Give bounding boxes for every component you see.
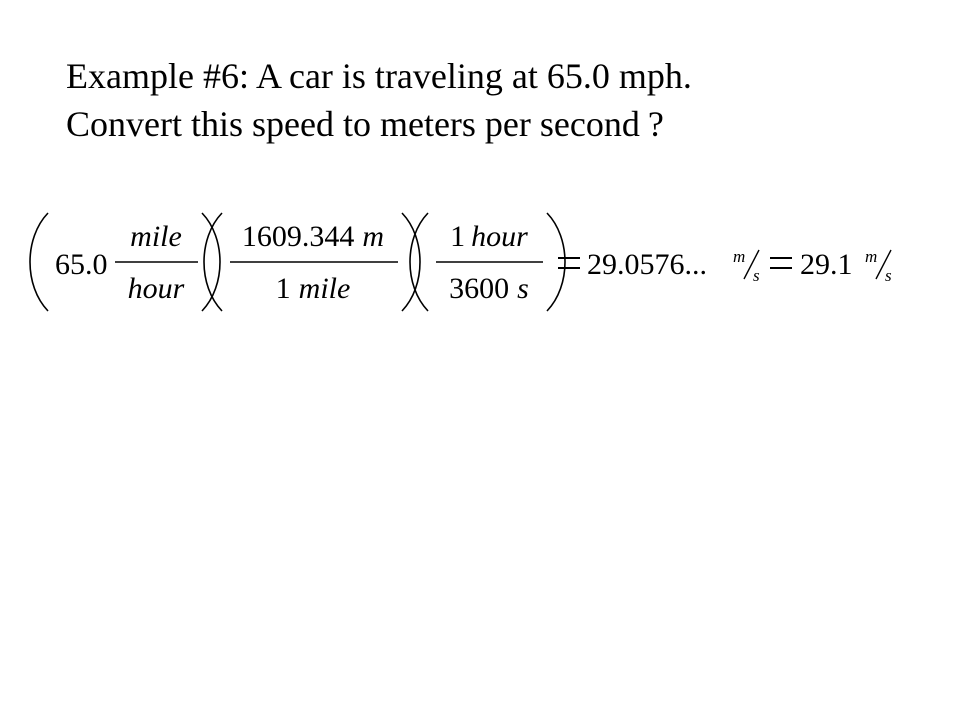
factor-2 [204,213,420,311]
factor-1-numerator-unit: mile [130,220,182,253]
factor-3-right-paren [547,213,565,311]
factor-1-left-paren [30,213,48,311]
factor-3-numerator [450,220,528,253]
raw-result-unit-denominator: s [753,266,760,285]
rounded-result-value: 29.1 [800,248,853,281]
title-line-2-text: Convert this speed to meters per second [66,104,640,144]
factor-1-denominator-unit: hour [127,272,185,305]
factor-3-denominator-value: 3600 [449,272,510,305]
factor-3-numerator-value: 1 [450,220,466,253]
rounded-result-group [770,247,892,285]
factor-2-numerator [242,220,384,253]
rounded-result-unit-denominator: s [885,266,892,285]
rounded-result-unit-numerator: m [865,247,878,266]
factor-3 [410,213,565,311]
title-question-mark: ? [647,104,664,144]
factor-3-denominator [449,272,529,305]
factor-2-numerator-unit: m [362,220,385,253]
factor-2-denominator-unit: mile [298,272,351,305]
factor-3-denominator-unit: s [517,272,529,305]
factor-3-numerator-unit: hour [471,220,528,253]
factor-1 [30,213,220,311]
factor-2-denominator [276,272,351,305]
factor-2-denominator-value: 1 [275,272,291,305]
factor-1-coefficient: 65.0 [55,248,108,281]
raw-result-unit-numerator: m [733,247,746,266]
title-line-1: Example #6: A car is traveling at 65.0 mph. [66,56,692,96]
raw-result-group [558,247,760,285]
raw-result-value: 29.0576... [587,248,707,281]
factor-2-numerator-value: 1609.344 [241,220,355,253]
